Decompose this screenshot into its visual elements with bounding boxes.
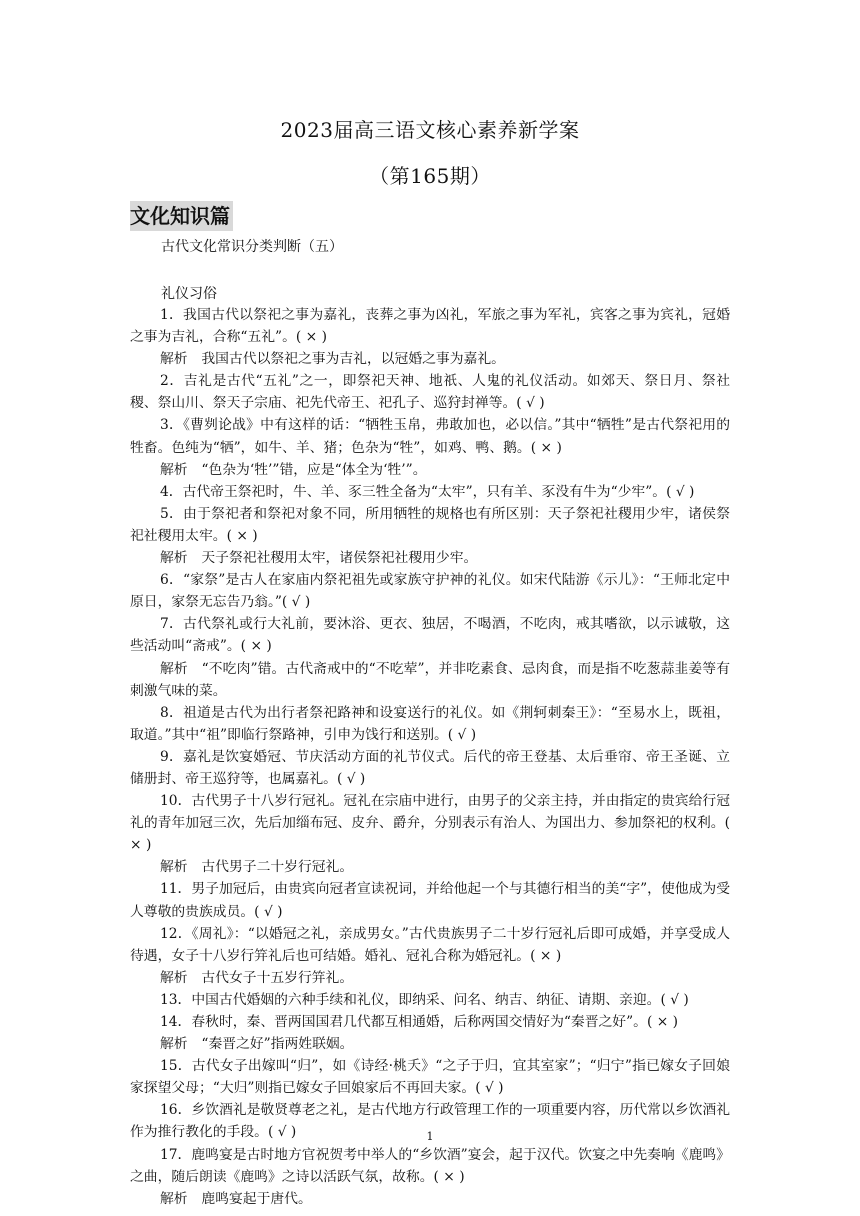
question-item: 16．乡饮酒礼是敬贤尊老之礼，是古代地方行政管理工作的一项重要内容，历代常以乡饮酒礼作为推行教化的手段。( √ )	[130, 1102, 730, 1141]
analysis-item: 解析 古代男子二十岁行冠礼。	[160, 859, 354, 876]
question-item: 5．由于祭祀者和祭祀对象不同，所用牺牲的规格也有所区别：天子祭祀社稷用少牢，诸侯祭祀社稷用太牢。( × )	[130, 505, 730, 544]
question-item: 6．“家祭”是古人在家庙内祭祀祖先或家族守护神的礼仪。如宋代陆游《示儿》：“王师北定中原日，家祭无忘告乃翁。”( √ )	[130, 572, 730, 611]
question-item: 13．中国古代婚姻的六种手续和礼仪，即纳采、问名、纳吉、纳征、请期、亲迎。( √ )	[160, 991, 689, 1008]
question-item: 4．古代帝王祭祀时，牛、羊、豕三牲全备为“太牢”，只有羊、豕没有牛为“少牢”。( √ )	[160, 483, 695, 500]
question-item: 1．我国古代以祭祀之事为嘉礼，丧葬之事为凶礼，军旅之事为军礼，宾客之事为宾礼，冠婚之事为吉礼，合称“五礼”。( × )	[130, 307, 730, 346]
question-item: 8．祖道是古代为出行者祭祀路神和设宴送行的礼仪。如《荆轲刺秦王》：“至易水上，既祖，取道。”其中“祖”即临行祭路神，引申为饯行和送别。( √ )	[130, 704, 730, 743]
subtitle: 古代文化常识分类判断（五）	[161, 239, 343, 255]
question-item: 2．吉礼是古代“五礼”之一，即祭祀天神、地祇、人鬼的礼仪活动。如郊天、祭日月、祭社稷、祭山川、祭天子宗庙、祀先代帝王、祀孔子、巡狩封禅等。( √ )	[130, 373, 730, 412]
category-heading: 礼仪习俗	[161, 286, 217, 302]
question-list	[130, 304, 730, 1210]
question-item: 7．古代祭礼或行大礼前，要沐浴、更衣、独居，不喝酒，不吃肉，戒其嗜欲，以示诚敬，这些活动叫“斋戒”。( × )	[130, 616, 730, 655]
issue-number: （第165期）	[369, 164, 491, 188]
page-number: 1	[426, 1130, 434, 1143]
question-item: 17．鹿鸣宴是古时地方官祝贺考中举人的“乡饮酒”宴会，起于汉代。饮宴之中先奏响《鹿鸣》之曲，随后朗读《鹿鸣》之诗以活跃气氛，故称。( × )	[130, 1146, 730, 1185]
analysis-item: 解析 “色杂为‘牲’”错，应是“体全为‘牲’”。	[160, 461, 427, 478]
question-item: 9．嘉礼是饮宴婚冠、节庆活动方面的礼节仪式。后代的帝王登基、太后垂帘、帝王圣诞、立储册封、帝王巡狩等，也属嘉礼。( √ )	[130, 748, 730, 787]
analysis-item: 解析 “秦晋之好”指两姓联姻。	[160, 1036, 354, 1053]
question-item: 15．古代女子出嫁叫“归”，如《诗经·桃夭》“之子于归，宜其室家”；“归宁”指已嫁女子回娘家探望父母；“大归”则指已嫁女子回娘家后不再回夫家。( √ )	[130, 1058, 730, 1097]
question-item: 14．春秋时，秦、晋两国国君几代都互相通婚，后称两国交情好为“秦晋之好”。( × )	[160, 1014, 679, 1030]
analysis-item: 解析 我国古代以祭祀之事为吉礼，以冠婚之事为嘉礼。	[160, 351, 505, 368]
analysis-item: 解析 古代女子十五岁行笄礼。	[160, 969, 354, 986]
analysis-item: 解析 “不吃肉”错。古代斋戒中的“不吃荤”，并非吃素食、忌肉食，而是指不吃葱蒜韭姜等有刺激气味的菜。	[130, 660, 730, 699]
question-item: 12．《周礼》：“以婚冠之礼，亲成男女。”古代贵族男子二十岁行冠礼后即可成婚，并享受成人待遇，女子十八岁行笄礼后也可结婚。婚礼、冠礼合称为婚冠礼。( × )	[130, 925, 730, 964]
analysis-item: 解析 天子祭祀社稷用太牢，诸侯祭祀社稷用少牢。	[160, 550, 478, 567]
analysis-item: 解析 鹿鸣宴起于唐代。	[160, 1190, 312, 1207]
section-heading: 文化知识篇	[130, 201, 233, 231]
question-item: 3．《曹刿论战》中有这样的话：“牺牲玉帛，弗敢加也，必以信。”其中“牺牲”是古代祭祀用的牲畜。色纯为“牺”，如牛、羊、猪；色杂为“牲”，如鸡、鸭、鹅。( × )	[130, 417, 730, 456]
document-title: 2023届高三语文核心素养新学案	[280, 118, 580, 142]
question-item: 10．古代男子十八岁行冠礼。冠礼在宗庙中进行，由男子的父亲主持，并由指定的贵宾给行冠礼的青年加冠三次，先后加缁布冠、皮弁、爵弁，分别表示有治人、为国出力、参加祭祀的权利。( × )	[130, 793, 730, 854]
question-item: 11．男子加冠后，由贵宾向冠者宣读祝词，并给他起一个与其德行相当的美“字”，使他成为受人尊敬的贵族成员。( √ )	[130, 881, 730, 920]
